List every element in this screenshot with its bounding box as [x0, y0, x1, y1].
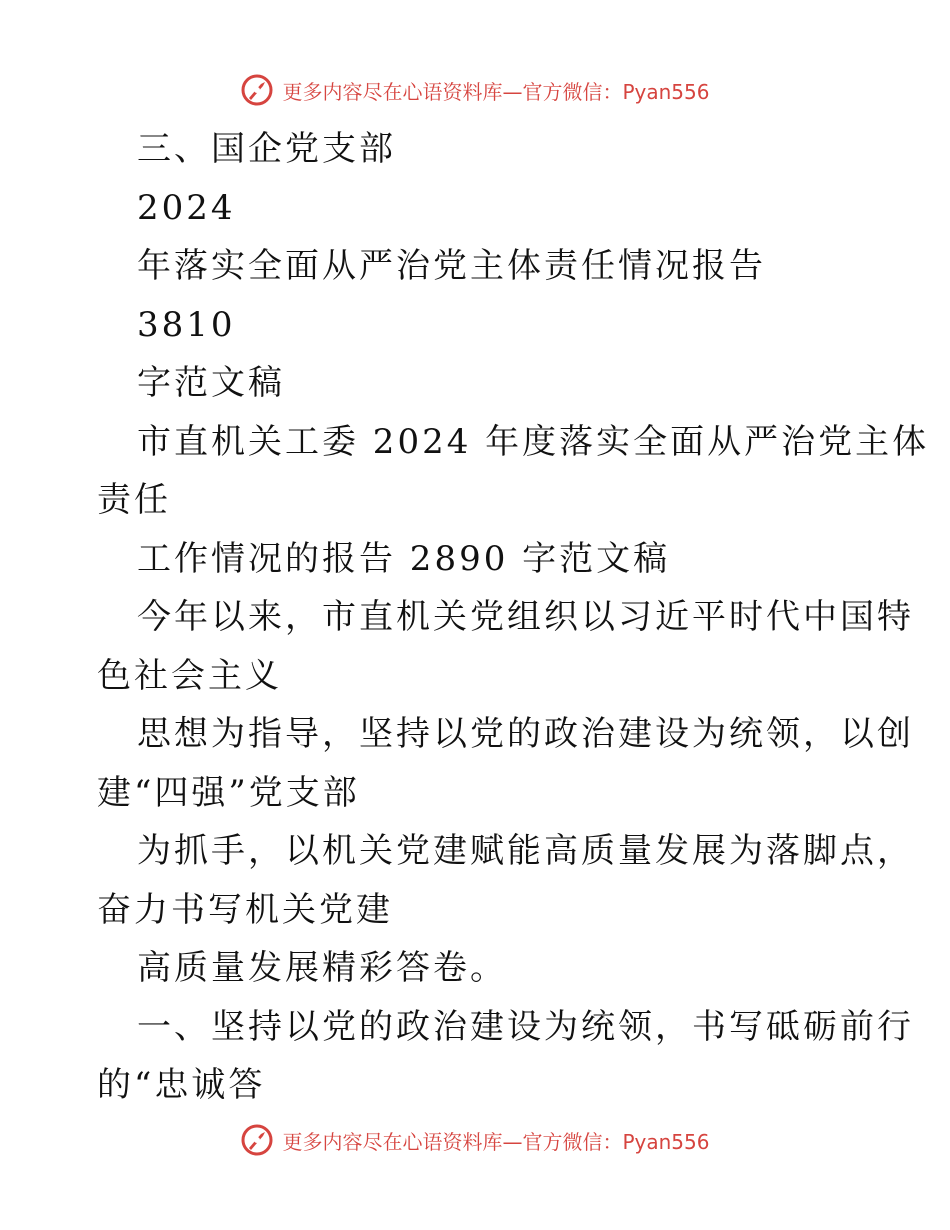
footer-watermark	[0, 1120, 950, 1160]
text-line: 字范文稿	[137, 363, 285, 403]
text-line: 高质量发展精彩答卷。	[137, 948, 507, 988]
header-watermark	[0, 70, 950, 110]
text-line: 色社会主义	[97, 655, 282, 696]
text-line: 奋力书写机关党建	[97, 889, 393, 930]
text-line: 的“忠诚答	[97, 1065, 266, 1105]
watermark-text: 更多内容尽在心语资料库—官方微信：Pyan556	[282, 79, 710, 104]
text-line: 2024	[137, 187, 236, 228]
text-line: 思想为指导，坚持以党的政治建设为统领，以创	[137, 714, 914, 754]
text-line: 为抓手，以机关党建赋能高质量发展为落脚点，	[137, 831, 914, 871]
text-line: 市直机关工委 2024 年度落实全面从严治党主体	[137, 421, 930, 462]
text-line: 年落实全面从严治党主体责任情况报告	[137, 246, 766, 286]
text-line: 建“四强”党支部	[97, 772, 360, 813]
watermark-text: 更多内容尽在心语资料库—官方微信：Pyan556	[282, 1129, 710, 1154]
pen-logo-icon	[240, 1123, 274, 1157]
document-body	[97, 120, 930, 1115]
text-line: 责任	[97, 480, 171, 520]
text-line: 工作情况的报告 2890 字范文稿	[137, 538, 671, 579]
text-line: 3810	[137, 304, 236, 345]
pen-logo-icon	[240, 73, 274, 107]
text-line: 一、坚持以党的政治建设为统领，书写砥砺前行	[137, 1006, 914, 1047]
text-line: 今年以来，市直机关党组织以习近平时代中国特	[137, 597, 914, 637]
text-line: 三、国企党支部	[137, 129, 396, 169]
